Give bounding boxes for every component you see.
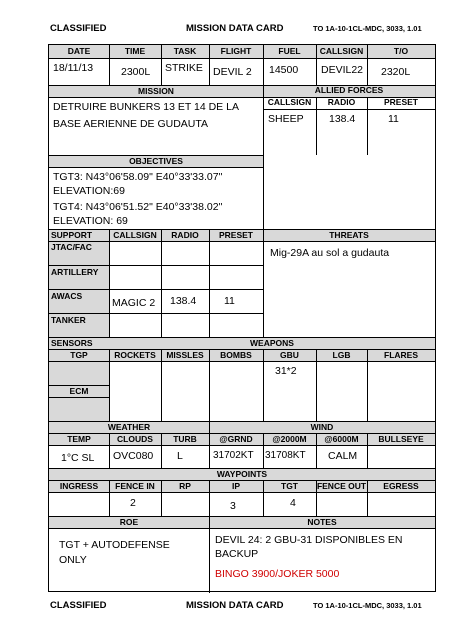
mission-text-line1: DETRUIRE BUNKERS 13 ET 14 DE LA — [53, 101, 239, 113]
footer-reference: TO 1A-10-1CL-MDC, 3033, 1.01 — [313, 601, 422, 610]
allied-callsign-value: SHEEP — [268, 113, 304, 125]
wind-title: WIND — [310, 422, 334, 432]
lgb-header: LGB — [332, 350, 351, 360]
objective-line: TGT4: N43°06'51.52" E40°33'38.02" — [53, 201, 223, 213]
support-row-awacs: AWACS — [51, 291, 83, 301]
takeoff-header: T/O — [393, 46, 409, 56]
turb-value: L — [177, 450, 183, 462]
ip-header: IP — [231, 481, 241, 491]
objective-line: ELEVATION:69 — [53, 185, 125, 197]
support-row-artillery: ARTILLERY — [51, 267, 99, 277]
allied-radio-value: 138.4 — [329, 113, 356, 125]
flight-header: FLIGHT — [220, 46, 252, 56]
ip-value: 3 — [230, 500, 236, 512]
tgp-label: TGP — [70, 350, 88, 360]
allied-preset-value: 11 — [388, 113, 399, 125]
awacs-radio-value: 138.4 — [170, 295, 197, 307]
callsign-header: CALLSIGN — [319, 46, 364, 56]
temp-value: 1°C SL — [61, 452, 95, 464]
fuel-header: FUEL — [278, 46, 301, 56]
wind-6000-value: CALM — [328, 450, 358, 462]
takeoff-value: 2320L — [381, 66, 411, 78]
temp-header: TEMP — [67, 434, 91, 444]
threats-text: Mig-29A au sol a gudauta — [270, 247, 390, 259]
allied-callsign-header: CALLSIGN — [267, 97, 312, 107]
missles-header: MISSLES — [166, 350, 204, 360]
turb-header: TURB — [173, 434, 197, 444]
bullseye-header: BULLSEYE — [378, 434, 424, 444]
flight-value: DEVIL 2 — [213, 66, 252, 78]
mission-card — [48, 44, 436, 592]
rockets-header: ROCKETS — [114, 350, 156, 360]
wind-grnd-value: 31702KT — [213, 450, 254, 461]
footer-title: MISSION DATA CARD — [186, 600, 284, 611]
tgt-value: 4 — [290, 497, 296, 509]
wind-grnd-header: @GRND — [219, 434, 253, 444]
mission-text-line2: BASE AERIENNE DE GUDAUTA — [53, 118, 209, 130]
gbu-header: GBU — [280, 350, 299, 360]
roe-title: ROE — [119, 517, 139, 527]
objective-line: TGT3: N43°06'58.09" E40°33'33.07" — [53, 171, 223, 183]
task-header: TASK — [173, 46, 197, 56]
callsign-value: DEVIL22 — [321, 64, 364, 76]
footer-classified: CLASSIFIED — [50, 600, 107, 611]
support-header: SUPPORT — [51, 230, 93, 240]
date-header: DATE — [67, 46, 91, 56]
clouds-value: OVC080 — [113, 450, 154, 462]
ingress-header: INGRESS — [59, 481, 99, 491]
support-preset-header: PRESET — [218, 230, 253, 240]
header-classified: CLASSIFIED — [50, 23, 107, 34]
fence-in-header: FENCE IN — [115, 481, 155, 491]
notes-bingo-joker: BINGO 3900/JOKER 5000 — [215, 568, 340, 580]
time-value: 2300L — [121, 66, 151, 78]
header-title: MISSION DATA CARD — [186, 23, 284, 34]
wind-2000-header: @2000M — [272, 434, 307, 444]
fence-out-header: FENCE OUT — [316, 481, 367, 491]
allied-preset-header: PRESET — [383, 97, 418, 107]
support-row-jtac: JTAC/FAC — [51, 242, 92, 252]
tgt-header: TGT — [281, 481, 298, 491]
support-callsign-header: CALLSIGN — [113, 230, 157, 240]
flares-header: FLARES — [384, 350, 418, 360]
support-radio-header: RADIO — [171, 230, 199, 240]
roe-line2: ONLY — [59, 554, 87, 566]
support-row-tanker: TANKER — [51, 315, 86, 325]
wind-6000-header: @6000M — [324, 434, 359, 444]
awacs-callsign-value: MAGIC 2 — [112, 297, 156, 309]
rp-header: RP — [179, 481, 191, 491]
notes-line1: DEVIL 24: 2 GBU-31 DISPONIBLES EN — [215, 534, 403, 546]
bombs-header: BOMBS — [220, 350, 252, 360]
clouds-header: CLOUDS — [117, 434, 153, 444]
objectives-title: OBJECTIVES — [129, 156, 183, 166]
sensors-title: SENSORS — [51, 338, 93, 348]
ecm-label: ECM — [69, 386, 89, 396]
header-reference: TO 1A-10-1CL-MDC, 3033, 1.01 — [313, 24, 422, 33]
objective-line: ELEVATION: 69 — [53, 215, 128, 227]
date-value: 18/11/13 — [53, 62, 94, 74]
awacs-preset-value: 11 — [224, 295, 235, 307]
time-header: TIME — [124, 46, 146, 56]
allied-forces-title: ALLIED FORCES — [314, 85, 384, 95]
threats-title: THREATS — [329, 230, 369, 240]
egress-header: EGRESS — [383, 481, 419, 491]
notes-title: NOTES — [307, 517, 337, 527]
fuel-value: 14500 — [269, 64, 299, 76]
mission-title: MISSION — [138, 86, 174, 96]
notes-line2: BACKUP — [215, 548, 259, 560]
task-value: STRIKE — [165, 62, 203, 74]
weather-title: WEATHER — [107, 422, 151, 432]
wind-2000-value: 31708KT — [265, 450, 306, 461]
waypoints-title: WAYPOINTS — [216, 469, 268, 479]
fence-in-value: 2 — [130, 497, 136, 509]
gbu-value: 31*2 — [275, 365, 297, 377]
weapons-title: WEAPONS — [250, 338, 294, 348]
allied-radio-header: RADIO — [327, 97, 356, 107]
roe-line1: TGT + AUTODEFENSE — [59, 539, 170, 551]
